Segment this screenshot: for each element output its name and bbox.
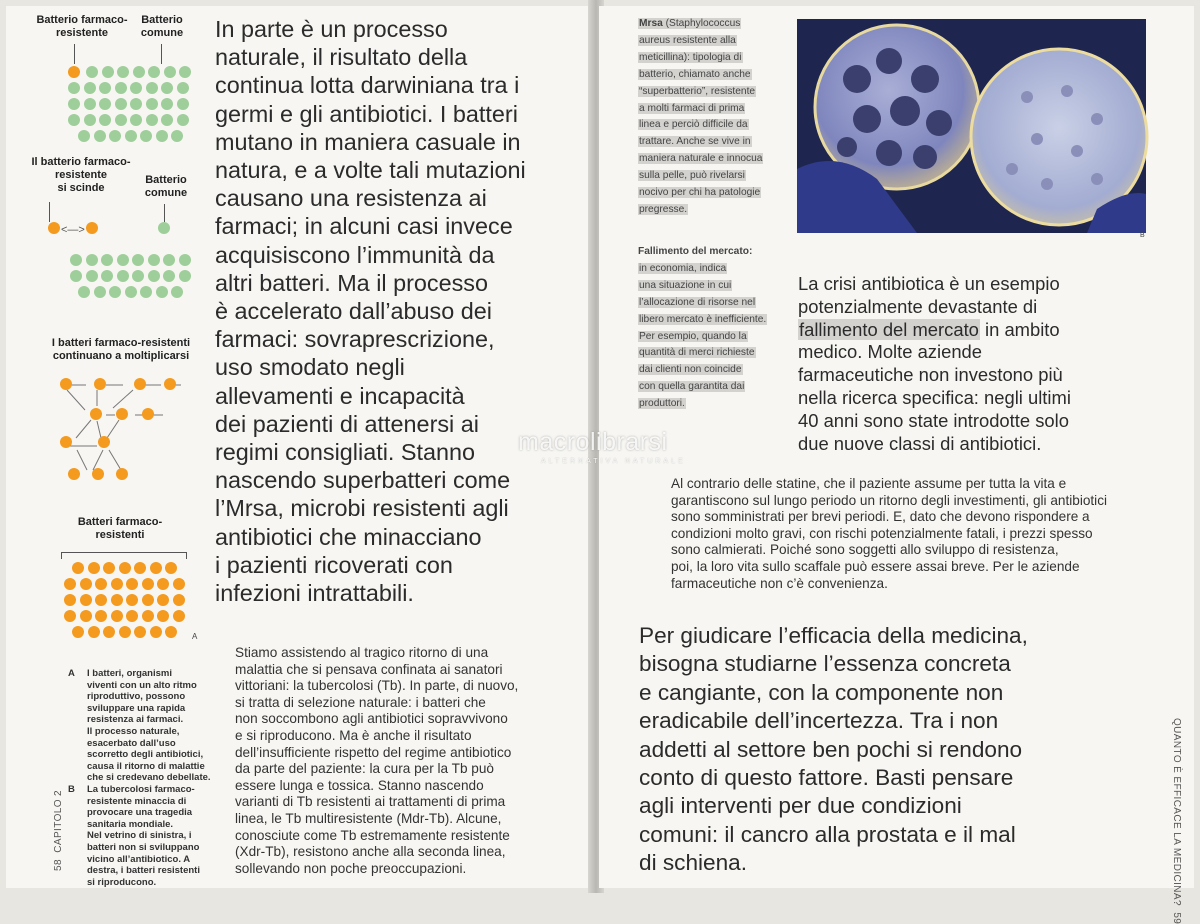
- text-line: garantiscono sul lungo periodo un ritorno degli investimenti, gli antibiotici: [671, 492, 1108, 508]
- text-line: Nel vetrino di sinistra, i: [87, 830, 192, 842]
- text-line: l’Mrsa, microbi resistenti agli: [215, 495, 509, 522]
- common-bacterium: [130, 98, 142, 110]
- common-bacterium: [84, 98, 96, 110]
- common-bacterium: [84, 82, 96, 94]
- common-bacterium: [179, 66, 191, 78]
- resistant-bacterium: [60, 436, 72, 448]
- text-line: varianti di Tb resistenti ai trattamenti di prima: [235, 794, 506, 810]
- sidenote-line: a molti farmaci di prima: [639, 102, 745, 114]
- sidenote-line: batterio, chiamato anche: [639, 68, 751, 80]
- text-line: poi, la loro vita sullo scaffale può essere assai breve. Per le aziende: [671, 558, 1080, 574]
- text-line: si tratta di selezione naturale: i batteri che: [235, 694, 486, 710]
- sidenote-line: aureus resistente alla: [639, 34, 736, 46]
- resistant-bacterium: [119, 626, 131, 638]
- common-bacterium: [130, 82, 142, 94]
- caption-a-letter: A: [68, 668, 75, 679]
- resistant-bacterium: [80, 578, 92, 590]
- resistant-bacterium: [164, 378, 176, 390]
- text-line: sollevando non poche preoccupazioni.: [235, 860, 467, 876]
- text-line: sono somministrati per brevi periodi. E, dato che devono rispondere a: [671, 509, 1090, 525]
- text-line: nascendo superbatteri come: [215, 467, 511, 494]
- right-mid-text: La crisi antibiotica è un esempio potenzialmente devastante di fallimento del mercato in ambito medico. Molte aziende farmaceutiche non investono più nella ricerca specifica: negli ultimi 40 anni sono state introdotte solo due nuove classi di antibiotici.: [798, 273, 1071, 454]
- resistant-bacterium: [48, 222, 60, 234]
- common-bacterium: [156, 130, 168, 142]
- sidenote-line: “superbatterio”, resistente: [639, 85, 756, 97]
- resistant-bacterium: [157, 578, 169, 590]
- watermark-tagline: ALTERNATIVA NATURALE: [541, 458, 686, 465]
- text-line: batteri non si sviluppano: [87, 841, 200, 853]
- text-line: di schiena.: [639, 850, 748, 876]
- common-bacterium: [86, 270, 98, 282]
- common-bacterium: [115, 114, 127, 126]
- resistant-bacterium: [88, 562, 100, 574]
- resistant-bacterium: [126, 578, 138, 590]
- resistant-bacterium: [68, 66, 80, 78]
- common-bacterium: [132, 270, 144, 282]
- sidenote-line: Per esempio, quando la: [639, 330, 747, 342]
- text-line: La tubercolosi farmaco-: [87, 784, 195, 795]
- resistant-bacterium: [90, 408, 102, 420]
- text-line: eradicabile dell’incertezza. Tra i non: [639, 708, 999, 734]
- resistant-bacterium: [165, 626, 177, 638]
- resistant-bacterium: [60, 378, 72, 390]
- common-bacterium: [130, 114, 142, 126]
- common-bacterium: [94, 286, 106, 298]
- common-bacterium: [158, 222, 170, 234]
- text-line: è accelerato dall’abuso dei: [215, 298, 492, 325]
- resistant-bacterium: [111, 578, 123, 590]
- left-page-footer: [53, 790, 64, 871]
- label-resistant-multiply: I batteri farmaco-resistenti continuano a moltiplicarsi: [51, 337, 191, 362]
- common-bacterium: [146, 82, 158, 94]
- left-main-text: [215, 15, 526, 607]
- common-bacterium: [177, 82, 189, 94]
- common-bacterium: [177, 98, 189, 110]
- resistant-bacterium: [92, 468, 104, 480]
- text-line: agli interventi per due condizioni: [639, 793, 962, 819]
- petri-dishes-image: [797, 19, 1146, 233]
- text-line: farmaci: sovraprescrizione,: [215, 326, 495, 353]
- resistant-bacterium: [88, 626, 100, 638]
- common-bacterium: [99, 82, 111, 94]
- text-line: sviluppare una rapida: [87, 702, 186, 714]
- common-bacterium: [140, 130, 152, 142]
- text-line: In parte è un processo: [215, 16, 448, 42]
- resistant-bacterium: [173, 610, 185, 622]
- pointer-line: [49, 202, 50, 222]
- term-market-failure: fallimento del mercato: [799, 318, 979, 340]
- sidenote-line: maniera naturale e innocua: [639, 153, 763, 165]
- text-line: resistente minaccia di: [87, 795, 187, 807]
- right-page: [599, 6, 1194, 924]
- bracket: [61, 552, 187, 559]
- text-line: farmaci; in alcuni casi invece: [215, 213, 513, 240]
- text-line: viventi con un alto ritmo: [87, 679, 197, 691]
- common-bacterium: [177, 114, 189, 126]
- sidenote-line: pregresse.: [639, 203, 688, 215]
- text-line: due nuove classi di antibiotici.: [798, 432, 1042, 454]
- common-bacterium: [164, 66, 176, 78]
- text-line: regimi consigliati. Stanno: [215, 439, 476, 466]
- text-line: vicino all’antibiotico. A: [87, 853, 191, 865]
- resistant-bacterium: [111, 594, 123, 606]
- common-bacterium: [156, 286, 168, 298]
- common-bacterium: [94, 130, 106, 142]
- text-line: acquisiscono l’immunità da: [215, 241, 495, 268]
- resistant-bacterium: [142, 610, 154, 622]
- pointer-line: [164, 204, 165, 222]
- right-pull-quote: [639, 622, 1028, 878]
- label-resistant-bacterium: Batterio farmaco- resistente: [36, 14, 128, 39]
- text-line: comuni: il cancro alla prostata e il mal: [639, 821, 1016, 847]
- text-line: Stiamo assistendo al tragico ritorno di una: [235, 645, 489, 660]
- text-line: germi e gli antibiotici. I batteri: [215, 100, 518, 127]
- text-line: addetti al settore ben pochi si rendono: [639, 736, 1023, 762]
- common-bacterium: [102, 66, 114, 78]
- text-line: scorretto degli antibiotici,: [87, 749, 204, 761]
- resistant-bacterium: [119, 562, 131, 574]
- common-bacterium: [86, 254, 98, 266]
- common-bacterium: [115, 98, 127, 110]
- text-line: uso smodato negli: [215, 354, 405, 381]
- text-line: medico. Molte aziende: [798, 341, 983, 363]
- text-line: i pazienti ricoverati con: [215, 551, 453, 578]
- label-common-bacterium-2: Batterio comune: [144, 174, 188, 199]
- resistant-bacterium: [64, 594, 76, 606]
- resistant-bacterium: [134, 626, 146, 638]
- text-line: esacerbato dall’uso: [87, 737, 176, 749]
- text-line: e cangiante, con la componente non: [639, 679, 1004, 705]
- split-arrow-icon: <—>: [61, 224, 85, 236]
- common-bacterium: [68, 98, 80, 110]
- sidenote-line: nocivo per chi ha patologie: [639, 187, 761, 199]
- resistant-bacterium: [134, 378, 146, 390]
- left-body-text: [235, 645, 518, 877]
- resistant-bacterium: [95, 578, 107, 590]
- text-line: malattia che si pensava confinata ai sanatori: [235, 661, 503, 677]
- common-bacterium: [179, 254, 191, 266]
- text-line: sanitaria mondiale.: [87, 818, 174, 830]
- text-line: 40 anni sono state introdotte solo: [798, 409, 1069, 431]
- resistant-bacterium: [142, 594, 154, 606]
- resistant-bacterium: [64, 578, 76, 590]
- text-line: continua lotta darwiniana tra i: [215, 72, 520, 99]
- text-line: (Xdr-Tb), resistono anche alla seconda linea,: [235, 844, 506, 860]
- text-line: conto di questo fattore. Basti pensare: [639, 765, 1014, 791]
- common-bacterium: [70, 254, 82, 266]
- text-line: provocare una tragedia: [87, 807, 193, 819]
- text-line: farmaceutiche non c’è convenienza.: [671, 575, 888, 591]
- common-bacterium: [115, 82, 127, 94]
- text-line: e si riproducono. Ma è anche il risultato: [235, 727, 472, 743]
- text-line: conosciute come Tb estremamente resistente: [235, 827, 510, 843]
- common-bacterium: [146, 98, 158, 110]
- common-bacterium: [78, 130, 90, 142]
- page-number: 58: [53, 859, 64, 871]
- common-bacterium: [146, 114, 158, 126]
- common-bacterium: [161, 82, 173, 94]
- sidenote-line: dai clienti non coincide: [639, 364, 742, 376]
- resistant-bacterium: [126, 610, 138, 622]
- sidenote-mrsa-term: Mrsa: [639, 18, 663, 29]
- resistant-bacterium: [165, 562, 177, 574]
- common-bacterium: [117, 270, 129, 282]
- common-bacterium: [86, 66, 98, 78]
- common-bacterium: [161, 98, 173, 110]
- text-line: sono calmierati. Poiché sono soggetti allo sviluppo di resistenza,: [671, 542, 1059, 558]
- resistant-bacterium: [150, 626, 162, 638]
- text-line: vittoriani: la tubercolosi (Tb). In parte, di nuovo,: [235, 678, 519, 694]
- common-bacterium: [99, 114, 111, 126]
- caption-a: [87, 668, 211, 784]
- text-line: destra, i batteri resistenti: [87, 865, 200, 877]
- sidenote-line: meticillina): tipologia di: [639, 51, 742, 63]
- text-line: si riproducono.: [87, 876, 157, 888]
- common-bacterium: [163, 254, 175, 266]
- common-bacterium: [148, 270, 160, 282]
- common-bacterium: [163, 270, 175, 282]
- common-bacterium: [99, 98, 111, 110]
- common-bacterium: [148, 66, 160, 78]
- common-bacterium: [125, 286, 137, 298]
- petri-dish-photo: [797, 19, 1146, 233]
- text-line: causa il ritorno di malattie: [87, 760, 205, 772]
- resistant-bacterium: [94, 378, 106, 390]
- resistant-bacterium: [157, 610, 169, 622]
- resistant-bacterium: [150, 562, 162, 574]
- resistant-bacterium: [80, 610, 92, 622]
- resistant-bacterium: [98, 436, 110, 448]
- text-line: altri batteri. Ma il processo: [215, 269, 488, 296]
- text-line: linea, le Tb multiresistente (Mdr-Tb). Alcune,: [235, 810, 502, 826]
- text-line: resistenza ai farmaci.: [87, 714, 184, 726]
- common-bacterium: [161, 114, 173, 126]
- resistant-bacterium: [95, 610, 107, 622]
- text-line: dell’insufficiente rispetto del regime antibiotico: [235, 744, 512, 760]
- sidenote-market-failure: [638, 244, 767, 413]
- common-bacterium: [68, 114, 80, 126]
- resistant-bacterium: [111, 610, 123, 622]
- text-line: non soccombono agli antibiotici sopravvivono: [235, 711, 508, 727]
- common-bacterium: [101, 270, 113, 282]
- resistant-bacterium: [116, 468, 128, 480]
- text-line: Il processo naturale,: [87, 725, 180, 737]
- common-bacterium: [132, 254, 144, 266]
- right-page-footer: [1171, 718, 1182, 924]
- text-line: nella ricerca specifica: negli ultimi: [798, 386, 1071, 408]
- text-line: che si credevano debellate.: [87, 772, 211, 784]
- text-line: I batteri, organismi: [87, 668, 172, 679]
- resistant-bacterium: [142, 578, 154, 590]
- page-number: 59: [1171, 912, 1182, 924]
- sidenote-line: linea e perciò difficile da: [639, 119, 748, 131]
- network-arrows: [67, 385, 181, 470]
- text-line: natura, e a volte tali mutazioni: [215, 157, 526, 184]
- common-bacterium: [140, 286, 152, 298]
- watermark-logo: macrolibrarsi: [518, 428, 668, 456]
- pointer-line: [74, 44, 75, 64]
- caption-b: [87, 784, 200, 888]
- text-line: Al contrario delle statine, che il paziente assume per tutta la vita e: [671, 476, 1067, 491]
- text-line: naturale, il risultato della: [215, 44, 468, 71]
- resistant-bacterium: [134, 562, 146, 574]
- resistant-bacterium: [80, 594, 92, 606]
- running-head: QUANTO È EFFICACE LA MEDICINA?: [1171, 718, 1182, 906]
- text-line: mutano in maniera casuale in: [215, 128, 521, 155]
- sidenote-line: con quella garantita dai: [639, 381, 745, 393]
- common-bacterium: [78, 286, 90, 298]
- text-line: condizioni molto gravi, con rischi potenzialmente fatali, i prezzi spesso: [671, 525, 1093, 541]
- resistant-bacterium: [72, 626, 84, 638]
- text-line: riproduttivo, possono: [87, 691, 186, 703]
- sidenote-line: una situazione in cui: [639, 279, 732, 291]
- common-bacterium: [125, 130, 137, 142]
- text-line: essere lunga e tossica. Stanno nascendo: [235, 777, 484, 793]
- sidenote-market-term: Fallimento del mercato:: [638, 246, 753, 257]
- common-bacterium: [109, 130, 121, 142]
- common-bacterium: [171, 130, 183, 142]
- resistant-bacterium: [142, 408, 154, 420]
- common-bacterium: [171, 286, 183, 298]
- sidenote-line: trattare. Anche se vive in: [639, 136, 751, 148]
- right-body-text: [671, 476, 1107, 592]
- resistant-bacterium: [95, 594, 107, 606]
- left-page: [6, 6, 595, 888]
- sidenote-line: sulla pelle, può rivelarsi: [639, 170, 745, 182]
- resistant-bacterium: [72, 562, 84, 574]
- text-line: causano una resistenza ai: [215, 185, 487, 212]
- resistant-bacterium: [173, 594, 185, 606]
- resistant-bacterium: [103, 562, 115, 574]
- text-line: antibiotici che minacciano: [215, 523, 482, 550]
- sidenote-line: produttori.: [639, 398, 685, 410]
- text-line: farmaceutiche non investono più: [798, 364, 1063, 386]
- text-line: allevamenti e incapacità: [215, 382, 465, 409]
- resistant-bacterium: [68, 468, 80, 480]
- common-bacterium: [179, 270, 191, 282]
- sidenote-mrsa: Mrsa (Staphylococcus aureus resistente alla meticillina): tipologia di batterio, chiamato anche “superbatterio”, resistente a molti farmaci di prima linea e perciò difficile da trattare. Anche se vive in maniera naturale e innocua sulla pelle, può rivelarsi nocivo per chi ha patologie pregresse.: [639, 18, 763, 215]
- resistant-bacterium: [64, 610, 76, 622]
- common-bacterium: [117, 66, 129, 78]
- common-bacterium: [117, 254, 129, 266]
- text-line: bisogna studiarne l’essenza concreta: [639, 651, 1011, 677]
- sidenote-line: quantità di merci richieste: [639, 347, 755, 359]
- sidenote-line: in economia, indica: [639, 262, 727, 274]
- sidenote-line: libero mercato è inefficiente.: [639, 313, 767, 325]
- sidenote-line: l’allocazione di risorse nel: [639, 296, 756, 308]
- text-line: da parte del paziente: la cura per la Tb può: [235, 761, 494, 777]
- label-resistant-splits: Il batterio farmaco- resistente si scinde: [31, 156, 131, 194]
- common-bacterium: [84, 114, 96, 126]
- pointer-line: [161, 44, 162, 64]
- resistant-bacterium: [116, 408, 128, 420]
- label-resistant-bacteria: Batteri farmaco- resistenti: [77, 516, 163, 541]
- figure-marker-a: A: [192, 632, 198, 641]
- resistant-bacterium: [126, 594, 138, 606]
- common-bacterium: [133, 66, 145, 78]
- photo-marker-b: B: [1140, 232, 1145, 239]
- label-common-bacterium: Batterio comune: [140, 14, 184, 39]
- resistant-bacterium: [103, 626, 115, 638]
- common-bacterium: [148, 254, 160, 266]
- common-bacterium: [68, 82, 80, 94]
- text-line: Per giudicare l’efficacia della medicina,: [639, 623, 1028, 648]
- common-bacterium: [70, 270, 82, 282]
- caption-b-letter: B: [68, 784, 75, 795]
- text-line: infezioni intrattabili.: [215, 580, 414, 607]
- text-line: dei pazienti di attenersi ai: [215, 410, 479, 437]
- resistant-bacterium: [157, 594, 169, 606]
- common-bacterium: [101, 254, 113, 266]
- resistant-bacterium: [86, 222, 98, 234]
- chapter-label: CAPITOLO 2: [53, 789, 64, 853]
- resistant-bacterium: [173, 578, 185, 590]
- common-bacterium: [109, 286, 121, 298]
